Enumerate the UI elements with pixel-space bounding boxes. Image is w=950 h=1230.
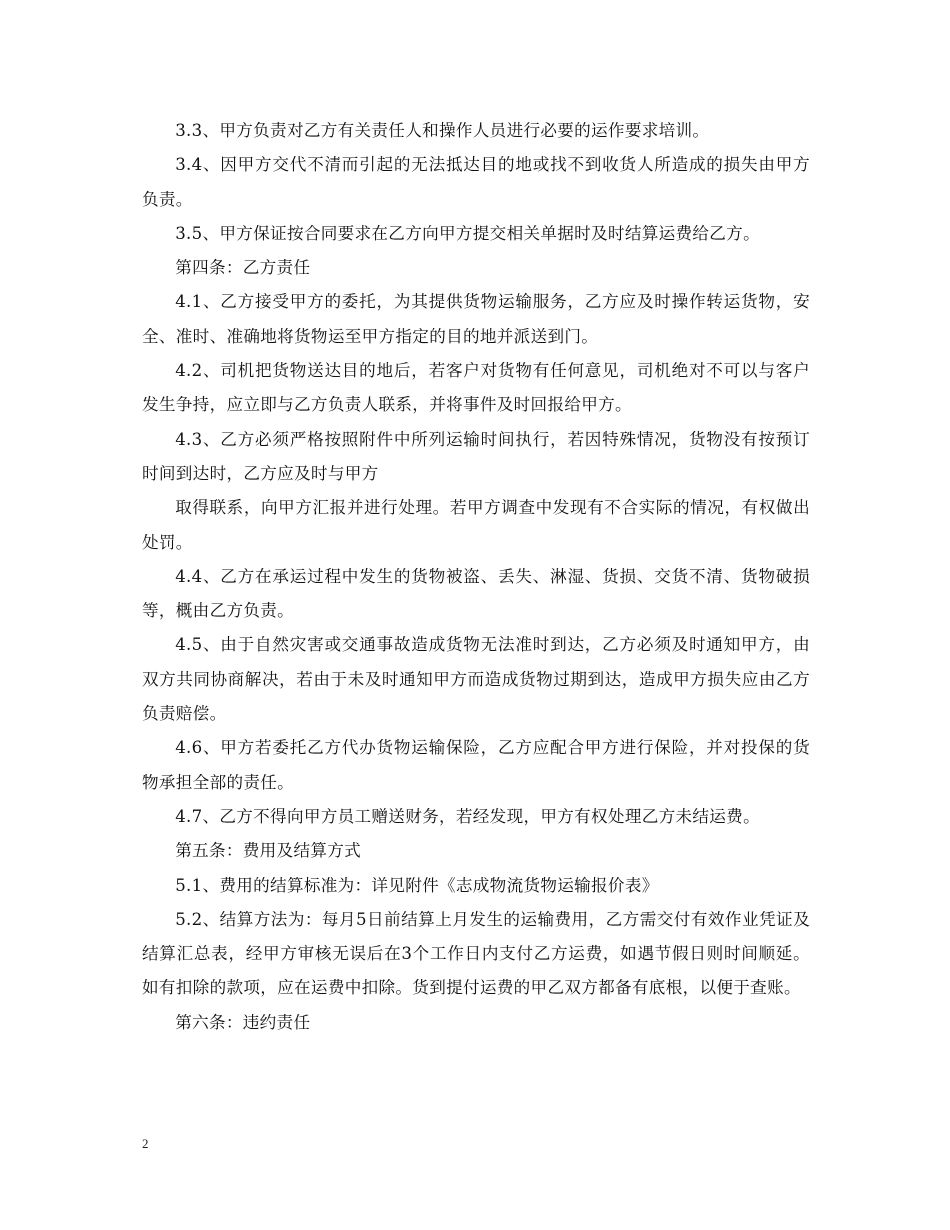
- clause-3-4: 3.4、因甲方交代不清而引起的无法抵达目的地或找不到收货人所造成的损失由甲方负责。: [142, 155, 810, 209]
- article-6-heading: 第六条：违约责任: [175, 1012, 311, 1032]
- clause-4-7: 4.7、乙方不得向甲方员工赠送财务，若经发现，甲方有权处理乙方未结运费。: [175, 806, 760, 826]
- document-body: [142, 114, 810, 1040]
- page-number: 2: [142, 1136, 149, 1151]
- clause-4-3-continued: 取得联系，向甲方汇报并进行处理。若甲方调查中发现有不合实际的情况，有权做出处罚。: [142, 498, 810, 552]
- clause-4-3: 4.3、乙方必须严格按照附件中所列运输时间执行，若因特殊情况，货物没有按预订时间到达时，乙方应及时与甲方: [142, 429, 810, 483]
- clause-4-5: 4.5、由于自然灾害或交通事故造成货物无法准时到达，乙方必须及时通知甲方，由双方共同协商解决，若由于未及时通知甲方而造成货物过期到达，造成甲方损失应由乙方负责赔偿。: [142, 635, 810, 724]
- clause-5-1: 5.1、费用的结算标准为：详见附件《志成物流货物运输报价表》: [175, 875, 659, 895]
- article-4-heading: 第四条：乙方责任: [175, 258, 311, 278]
- clause-3-5: 3.5、甲方保证按合同要求在乙方向甲方提交相关单据时及时结算运费给乙方。: [175, 223, 760, 243]
- clause-5-2: 5.2、结算方法为：每月5日前结算上月发生的运输费用，乙方需交付有效作业凭证及结算汇总表，经甲方审核无误后在3个工作日内支付乙方运费，如遇节假日则时间顺延。如有扣除的款项，应在运费中扣除。货到提付运费的甲乙双方都备有底根，以便于查账。: [142, 909, 810, 998]
- clause-4-6: 4.6、甲方若委托乙方代办货物运输保险，乙方应配合甲方进行保险，并对投保的货物承担全部的责任。: [142, 738, 810, 792]
- clause-4-1: 4.1、乙方接受甲方的委托，为其提供货物运输服务，乙方应及时操作转运货物，安全、准时、准确地将货物运至甲方指定的目的地并派送到门。: [142, 292, 810, 346]
- clause-4-2: 4.2、司机把货物送达目的地后，若客户对货物有任何意见，司机绝对不可以与客户发生争持，应立即与乙方负责人联系，并将事件及时回报给甲方。: [142, 361, 810, 415]
- clause-3-3: 3.3、甲方负责对乙方有关责任人和操作人员进行必要的运作要求培训。: [175, 121, 710, 140]
- clause-4-4: 4.4、乙方在承运过程中发生的货物被盗、丢失、淋湿、货损、交货不清、货物破损等，概由乙方负责。: [142, 566, 810, 621]
- article-5-heading: 第五条：费用及结算方式: [175, 841, 362, 861]
